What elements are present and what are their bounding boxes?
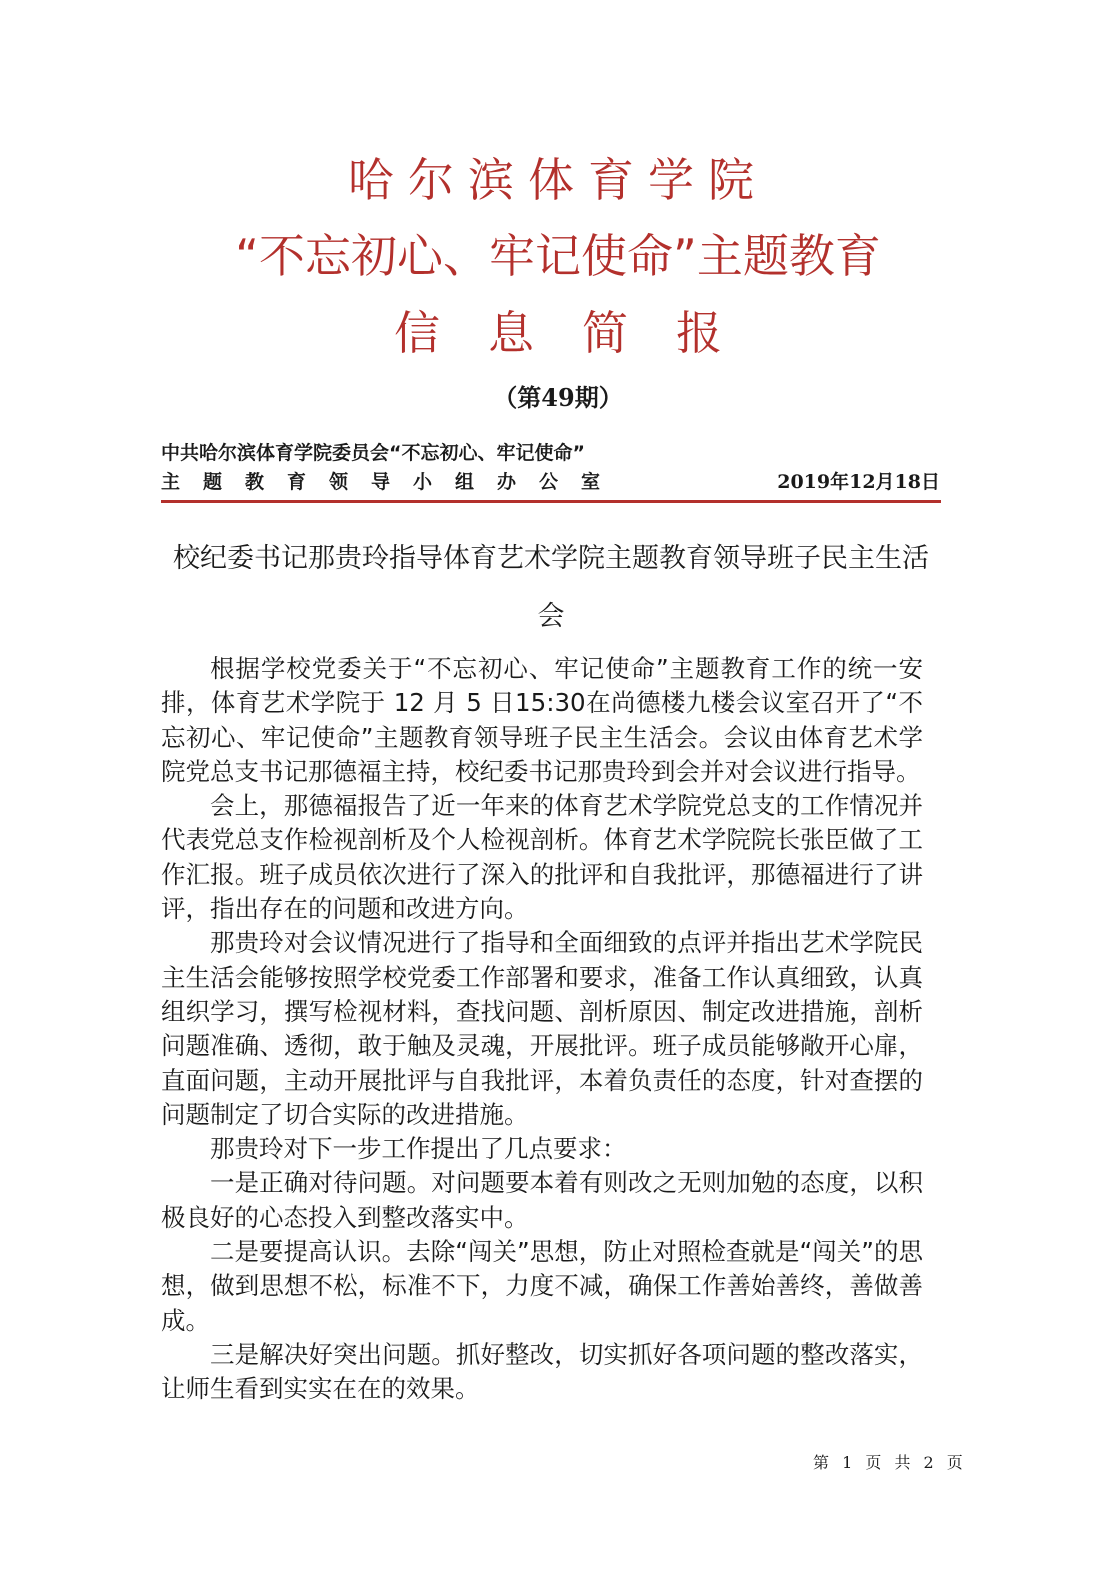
paragraph: 根据学校党委关于“不忘初心、牢记使命”主题教育工作的统一安排，体育艺术学院于 12 月 5 日15:30在尚德楼九楼会议室召开了“不忘初心、牢记使命”主题教育领导班子民主生活会。会议由体育艺术学院党总支书记那德福主持，校纪委书记那贵玲到会并对会议进行指导。: [161, 654, 923, 786]
paragraph: 那贵玲对会议情况进行了指导和全面细致的点评并指出艺术学院民主生活会能够按照学校党委工作部署和要求，准备工作认真细致，认真组织学习，撰写检视材料，查找问题、剖析原因、制定改进措施，剖析问题准确、透彻，敢于触及灵魂，开展批评。班子成员能够敞开心扉，直面问题，主动开展批评与自我批评，本着负责任的态度，针对查摆的问题制定了切合实际的改进措施。: [161, 928, 923, 1129]
issue-number: （第49期）: [493, 383, 623, 412]
issue-date: 2019年12月18日: [777, 471, 940, 493]
masthead-char: 息: [488, 306, 534, 360]
masthead-bulletin-title: [0, 305, 1116, 361]
masthead-char: 简: [582, 306, 628, 360]
masthead-institution: 哈尔滨体育学院: [348, 153, 768, 207]
issuer-line-2: 主题教育领导小组办公室: [161, 471, 624, 493]
article-title: 校纪委书记那贵玲指导体育艺术学院主题教育领导班子民主生活会: [173, 543, 929, 632]
paragraph: 会上，那德福报告了近一年来的体育艺术学院党总支的工作情况并代表党总支作检视剖析及个人检视剖析。体育艺术学院院长张臣做了工作汇报。班子成员依次进行了深入的批评和自我批评，那德福进行了讲评，指出存在的问题和改进方向。: [161, 791, 923, 924]
paragraph: 那贵玲对下一步工作提出了几点要求：: [210, 1134, 627, 1164]
article-body: [161, 652, 923, 1407]
paragraph: 二是要提高认识。去除“闯关”思想，防止对照检查就是“闯关”的思想，做到思想不松，标准不下，力度不减，确保工作善始善终，善做善成。: [161, 1237, 923, 1335]
masthead-char: 报: [676, 306, 722, 360]
header-divider: [161, 500, 941, 503]
paragraph: 三是解决好突出问题。抓好整改，切实抓好各项问题的整改落实，让师生看到实实在在的效果。: [161, 1339, 923, 1404]
issuer-line-1: 中共哈尔滨体育学院委员会“不忘初心、牢记使命”: [161, 442, 585, 464]
masthead-theme: “不忘初心、牢记使命”主题教育: [235, 229, 881, 283]
paragraph: 一是正确对待问题。对问题要本着有则改之无则加勉的态度，以积极良好的心态投入到整改落实中。: [161, 1168, 923, 1232]
masthead-char: 信: [394, 306, 440, 360]
page-indicator: 第 1 页 共 2 页: [813, 1453, 967, 1472]
